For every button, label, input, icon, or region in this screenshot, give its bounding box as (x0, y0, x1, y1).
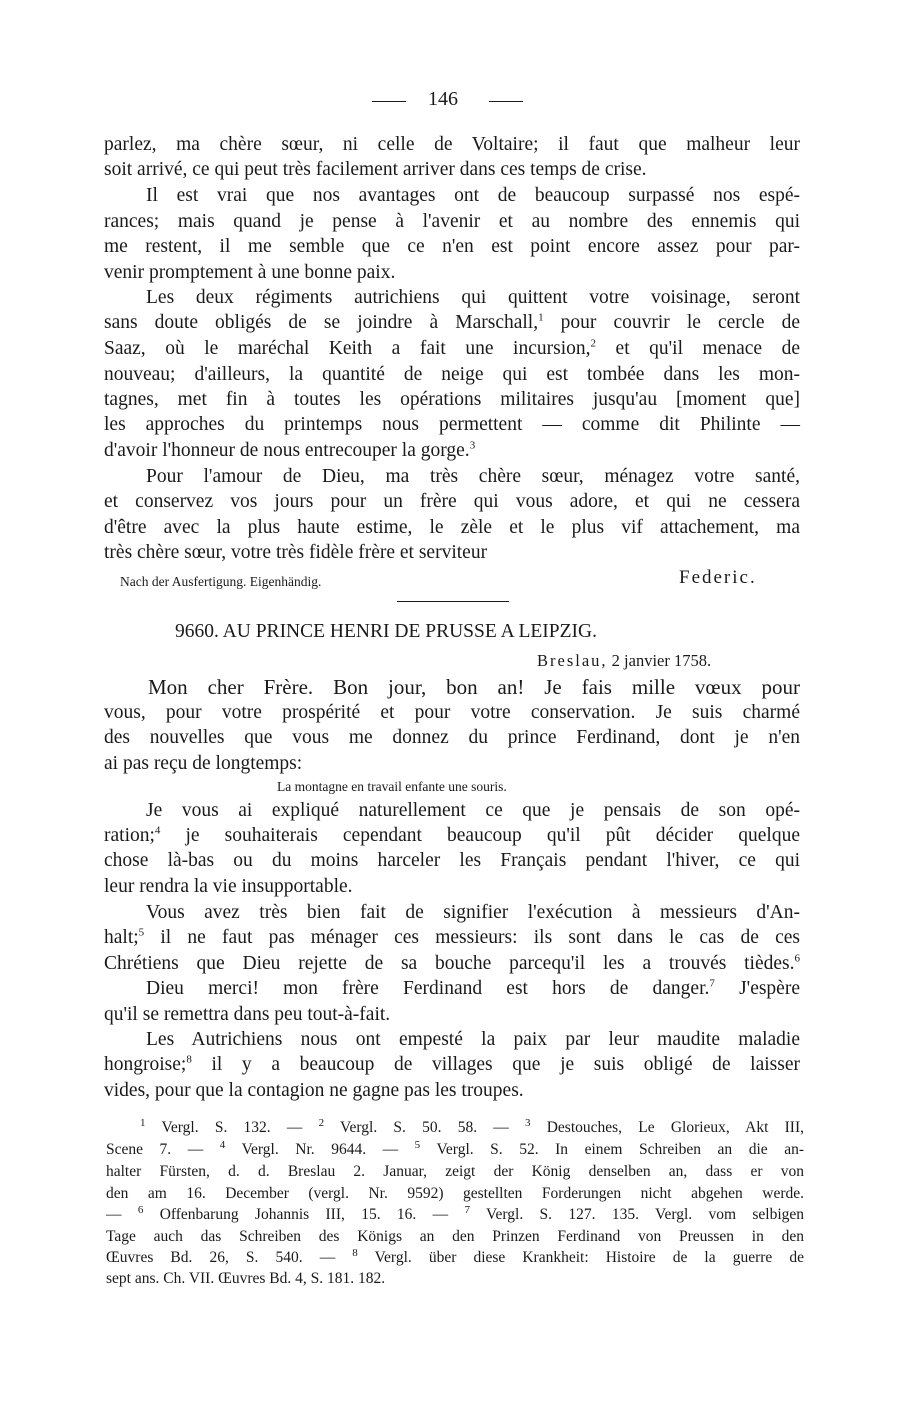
text-line: d'avoir l'honneur de nous entrecouper la gorge.$^3$ (104, 439, 476, 461)
text-line: chose là-bas ou du moins harceler les Français pendant l'hiver, ce qui (104, 850, 800, 871)
text-line: Les Autrichiens nous ont empesté la paix par leur maudite maladie (146, 1029, 800, 1050)
footnote-line: den am 16. December (vergl. Nr. 9592) gestellten Forderungen nicht abgehen werde. (106, 1185, 804, 1202)
letter-date: 2 janvier 1758. (611, 651, 712, 670)
text-line: Pour l'amour de Dieu, ma très chère sœur, ménagez votre santé, (146, 466, 800, 487)
footnote-number: 4 (219, 1138, 226, 1151)
text-line: Saaz, où le maréchal Keith a fait une incursion,$^2$ et qu'il menace de (104, 337, 800, 359)
text-line: nouveau; d'ailleurs, la quantité de neige qui est tombée dans les mon- (104, 364, 800, 385)
footnote-marker: 8 (186, 1053, 192, 1066)
footnote-marker: 6 (794, 952, 800, 965)
text-line: ai pas reçu de longtemps: (104, 753, 303, 774)
text-line: Dieu merci! mon frère Ferdinand est hors de danger.$^7$ J'espère (146, 977, 800, 999)
letter-heading: 9660. AU PRINCE HENRI DE PRUSSE A LEIPZIG. (175, 621, 597, 642)
text-line: qu'il se remettra dans peu tout-à-fait. (104, 1004, 391, 1025)
footnote-number: 5 (414, 1138, 421, 1151)
text-line: tagnes, met fin à toutes les opérations militaires jusqu'au [moment que] (104, 389, 800, 410)
footnote-number: 7 (464, 1203, 470, 1216)
letter-dateline (537, 650, 711, 672)
quotation: La montagne en travail enfante une souris. (277, 779, 507, 794)
footnote-line: Tage auch das Schreiben des Königs an den Prinzen Ferdinand von Preussen in den (106, 1228, 804, 1245)
text-line: d'être avec la plus haute estime, le zèle et le plus vif attachement, ma (104, 517, 800, 538)
text-line: vides, pour que la contagion ne gagne pas les troupes. (104, 1080, 524, 1101)
footnote-marker: 7 (709, 977, 715, 990)
text-line: sans doute obligés de se joindre à Marschall,$^1$ pour couvrir le cercle de (104, 311, 800, 333)
text-line: et conservez vos jours pour un frère qui vous adore, et qui ne cessera (104, 491, 800, 512)
footnote-line: sept ans. Ch. VII. Œuvres Bd. 4, S. 181. 182. (106, 1270, 386, 1287)
text-line: vous, pour votre prospérité et pour votre conservation. Je suis charmé (104, 702, 800, 723)
header-rule-right (489, 101, 523, 102)
footnote-line: Œuvres Bd. 26, S. 540. — $^8$ Vergl. über diese Krankheit: Histoire de la guerre de (106, 1246, 804, 1266)
signature: Federic. (679, 567, 757, 588)
letter-place: Breslau, (537, 651, 608, 670)
source-note: Nach der Ausfertigung. Eigenhändig. (120, 574, 322, 589)
footnote-marker: 3 (469, 439, 476, 452)
header-rule-left (372, 101, 406, 102)
text-line: très chère sœur, votre très fidèle frère et serviteur (104, 542, 488, 563)
footnote-line: Scene 7. — $^4$ Vergl. Nr. 9644. — $^5$ Vergl. S. 52. In einem Schreiben an die an- (106, 1138, 804, 1158)
footnote-number: 6 (137, 1203, 144, 1216)
text-line: me restent, il me semble que ce n'en est point encore assez pour par- (104, 236, 800, 257)
text-line: hongroise;$^8$ il y a beaucoup de villages que je suis obligé de laisser (104, 1053, 800, 1075)
text-line: Il est vrai que nos avantages ont de beaucoup surpassé nos espé- (146, 185, 800, 206)
text-line: venir promptement à une bonne paix. (104, 262, 396, 283)
footnote-line: $^1$ Vergl. S. 132. — $^2$ Vergl. S. 50. 58. — $^3$ Destouches, Le Glorieux, Akt III, (140, 1116, 804, 1136)
section-divider (397, 601, 509, 602)
footnote-marker: 1 (538, 311, 544, 324)
text-line: leur rendra la vie insupportable. (104, 876, 353, 897)
text-line: Mon cher Frère. Bon jour, bon an! Je fais mille vœux pour (148, 675, 800, 699)
page-number: 146 (428, 88, 458, 110)
text-line: rances; mais quand je pense à l'avenir et au nombre des ennemis qui (104, 211, 800, 232)
footnote-marker: 5 (138, 926, 145, 939)
text-line: ration;$^4$ je souhaiterais cependant beaucoup qu'il pût décider quelque (104, 824, 800, 846)
footnote-number: 8 (352, 1246, 358, 1259)
text-line: halt;$^5$ il ne faut pas ménager ces messieurs: ils sont dans le cas de ces (104, 926, 800, 948)
text-line: Vous avez très bien fait de signifier l'exécution à messieurs d'An- (146, 902, 800, 923)
footnote-number: 3 (525, 1116, 531, 1129)
footnote-line: — $^6$ Offenbarung Johannis III, 15. 16. — $^7$ Vergl. S. 127. 135. Vergl. vom selbigen (106, 1203, 805, 1223)
text-line: Les deux régiments autrichiens qui quittent votre voisinage, seront (146, 287, 800, 308)
footnote-marker: 4 (154, 824, 161, 837)
text-line: des nouvelles que vous me donnez du prince Ferdinand, dont je n'en (104, 727, 800, 748)
footnote-line: halter Fürsten, d. d. Breslau 2. Januar, zeigt der König denselben an, dass er von (106, 1163, 804, 1180)
text-line: parlez, ma chère sœur, ni celle de Voltaire; il faut que malheur leur (104, 134, 800, 155)
footnote-marker: 2 (590, 337, 597, 350)
text-line: Chrétiens que Dieu rejette de sa bouche parcequ'il les a trouvés tièdes.$^6$ (104, 952, 800, 974)
text-line: les approches du printemps nous permettent — comme dit Philinte — (104, 414, 800, 435)
footnote-number: 2 (318, 1116, 325, 1129)
footnote-number: 1 (140, 1116, 146, 1129)
text-line: soit arrivé, ce qui peut très facilement arriver dans ces temps de crise. (104, 159, 647, 180)
text-line: Je vous ai expliqué naturellement ce que je pensais de son opé- (146, 800, 800, 821)
